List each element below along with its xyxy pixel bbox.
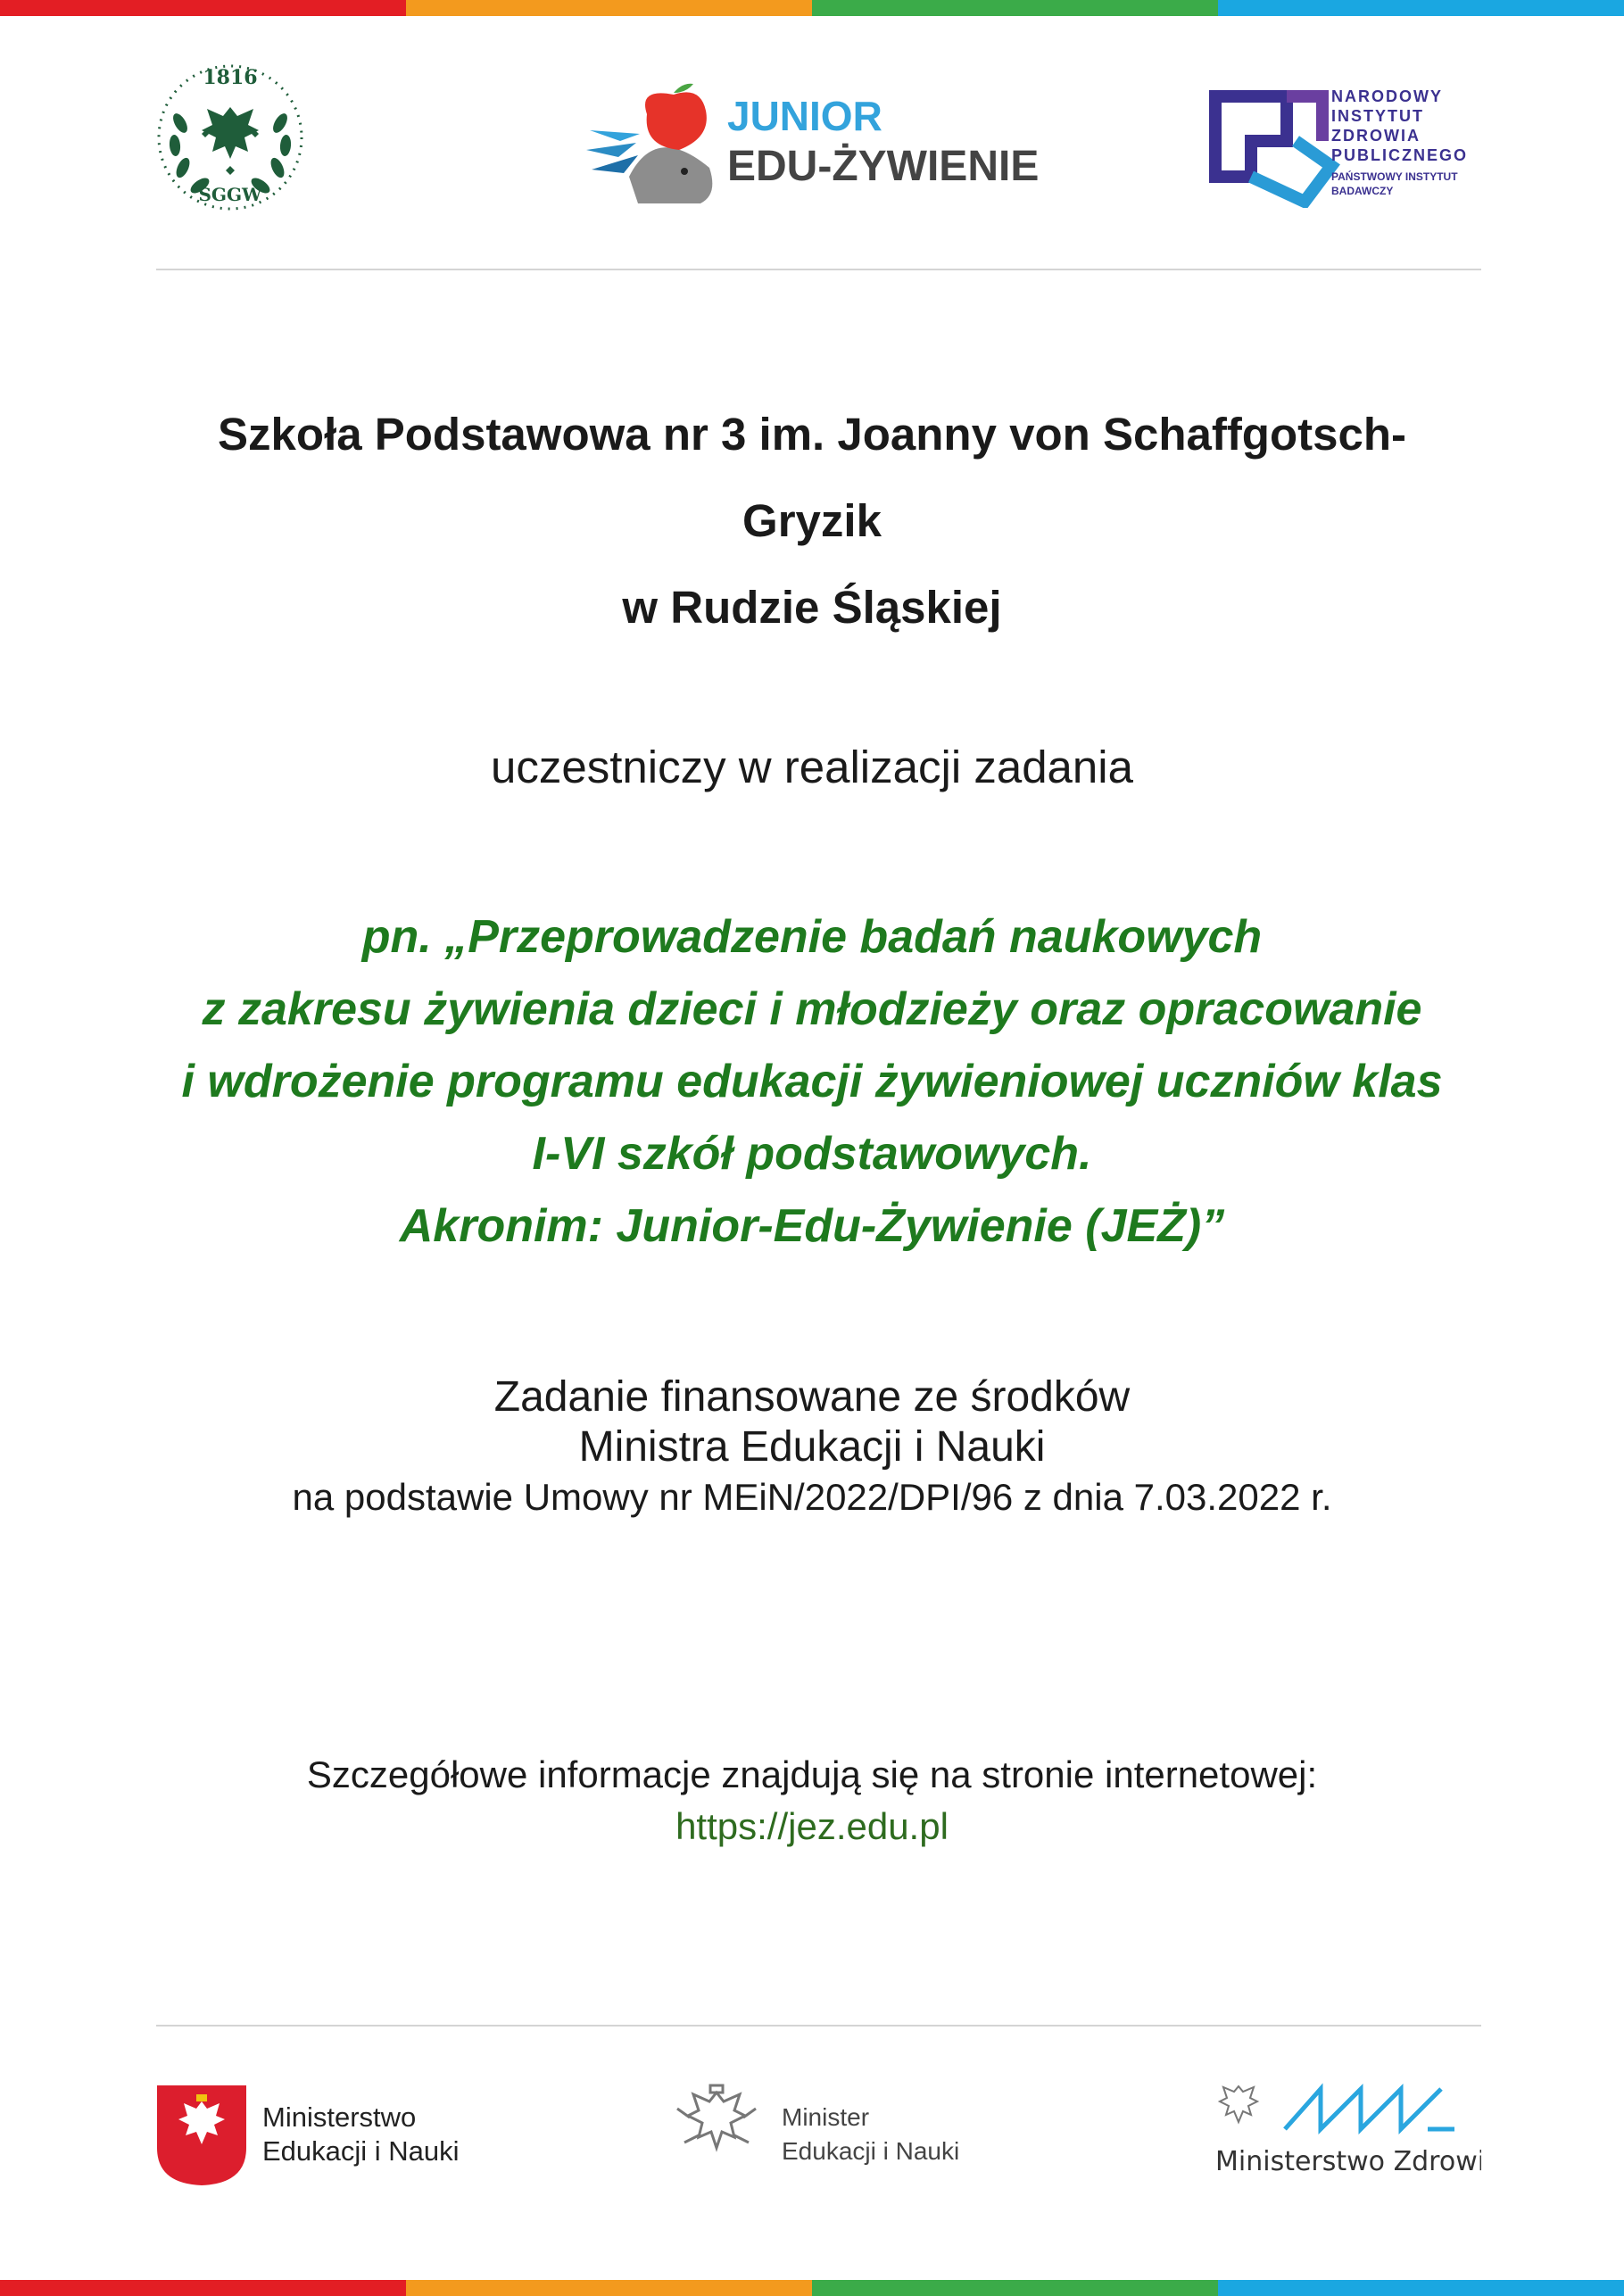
- stripe-green: [812, 0, 1218, 16]
- sggw-name: SGGW: [198, 184, 262, 205]
- website-info-text: Szczegółowe informacje znajdują się na stronie internetowej:: [306, 1753, 1318, 1795]
- website-link[interactable]: https://jez.edu.pl: [675, 1805, 949, 1847]
- school-name-line-1: Szkoła Podstawowa nr 3 im. Joanny von Schaffgotsch-: [218, 409, 1406, 460]
- funding-line-2: Ministra Edukacji i Nauki: [578, 1423, 1046, 1471]
- nizp-emblem-icon: [1215, 96, 1331, 202]
- edu-zywienie-title: EDU-ŻYWIENIE: [727, 143, 1040, 190]
- hedgehog-icon: [586, 84, 712, 203]
- stripe-orange: [406, 2280, 812, 2296]
- header-divider: [156, 269, 1481, 270]
- mein-logo: [157, 2085, 246, 2185]
- svg-text:INSTYTUT: INSTYTUT: [1331, 107, 1424, 125]
- bottom-color-stripe: [0, 2280, 1624, 2296]
- mz-label: Ministerstwo Zdrowia: [1215, 2146, 1481, 2177]
- svg-text:PUBLICZNEGO: PUBLICZNEGO: [1331, 146, 1469, 164]
- svg-text:PAŃSTWOWY INSTYTUT: PAŃSTWOWY INSTYTUT: [1331, 170, 1458, 183]
- school-name-line-3: w Rudzie Śląskiej: [622, 582, 1002, 633]
- task-line-5: Akronim: Junior-Edu-Żywienie (JEŻ)”: [399, 1200, 1225, 1252]
- small-eagle-icon: [1220, 2086, 1257, 2122]
- task-line-4: I-VI szkół podstawowych.: [532, 1128, 1092, 1180]
- task-title: [0, 901, 1624, 1263]
- nizp-logo: [1206, 79, 1474, 208]
- stripe-green: [812, 2280, 1218, 2296]
- stripe-blue: [1218, 0, 1624, 16]
- minister-label: Minister Edukacji i Nauki: [782, 2103, 960, 2165]
- junior-edu-zywienie-logo: [584, 79, 1048, 203]
- funding-contract: na podstawie Umowy nr MEiN/2022/DPI/96 z dnia 7.03.2022 r.: [292, 1476, 1332, 1518]
- funding-line-1: Zadanie finansowane ze środków: [493, 1373, 1131, 1421]
- minister-emblem: [672, 2082, 761, 2182]
- svg-text:BADAWCZY: BADAWCZY: [1331, 185, 1394, 197]
- website-info: [0, 1749, 1624, 1853]
- sggw-year: 1816: [203, 66, 258, 89]
- top-color-stripe: [0, 0, 1624, 16]
- mein-label: Ministerstwo Edukacji i Nauki: [262, 2101, 460, 2167]
- junior-title: JUNIOR: [727, 93, 882, 139]
- stripe-red: [0, 0, 406, 16]
- stripe-red: [0, 2280, 406, 2296]
- footer-divider: [156, 2025, 1481, 2027]
- nizp-text: [1331, 87, 1468, 197]
- task-line-2: z zakresu żywienia dzieci i młodzieży oraz opracowanie: [202, 983, 1422, 1035]
- svg-text:ZDROWIA: ZDROWIA: [1331, 127, 1421, 145]
- funding-info: [0, 1372, 1624, 1522]
- sggw-logo: [153, 61, 307, 214]
- participates-text: uczestniczy w realizacji zadania: [491, 742, 1133, 792]
- mz-wave-icon: [1285, 2089, 1454, 2129]
- stripe-orange: [406, 0, 812, 16]
- task-line-1: pn. „Przeprowadzenie badań naukowych: [361, 911, 1263, 963]
- svg-text:NARODOWY: NARODOWY: [1331, 87, 1443, 105]
- grey-eagle-icon: [677, 2085, 756, 2148]
- stripe-blue: [1218, 2280, 1624, 2296]
- school-name: [0, 391, 1624, 651]
- school-name-line-2: Gryzik: [742, 495, 882, 546]
- mz-logo: [1214, 2076, 1481, 2183]
- task-line-3: i wdrożenie programu edukacji żywieniowej uczniów klas: [181, 1056, 1443, 1107]
